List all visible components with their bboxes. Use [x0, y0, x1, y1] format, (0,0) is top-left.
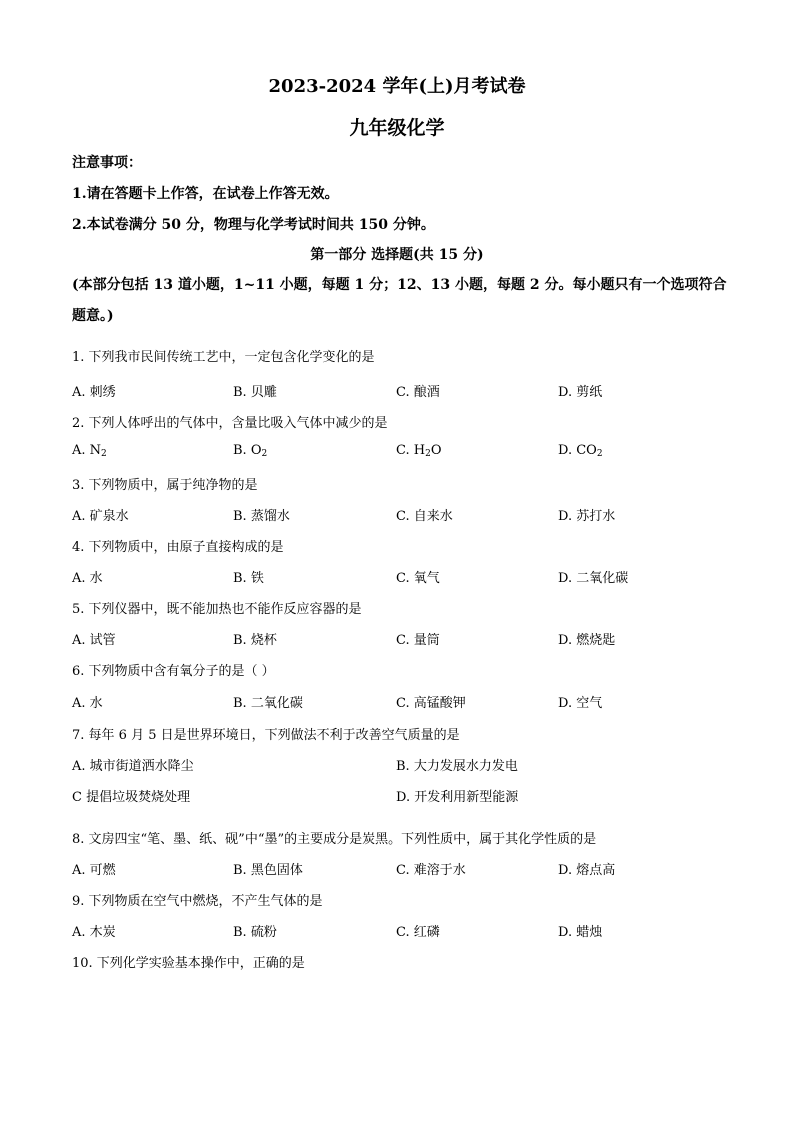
- question-option: B. 大力发展水力发电: [396, 759, 518, 774]
- question-stem: 6. 下列物质中含有氧分子的是（ ）: [72, 664, 275, 679]
- question-option: B. $O_2$: [233, 443, 268, 459]
- question-option: D. 燃烧匙: [558, 633, 616, 648]
- question-option: C. 高锰酸钾: [396, 696, 466, 711]
- question-option: A. 矿泉水: [72, 509, 129, 524]
- exam-title: 2023-2024 学年(上)月考试卷: [268, 76, 526, 97]
- question-stem: 1. 下列我市民间传统工艺中，一定包含化学变化的是: [72, 350, 375, 365]
- question-option: B. 贝雕: [233, 385, 277, 400]
- question-option: A. 城市街道洒水降尘: [72, 759, 194, 774]
- question-option: D. 剪纸: [558, 385, 603, 400]
- note-item-2: 2.本试卷满分 50 分，物理与化学考试时间共 150 分钟。: [72, 217, 435, 233]
- question-stem: 8. 文房四宝“笔、墨、纸、砚”中“墨”的主要成分是炭黑。下列性质中，属于其化学性质的是: [72, 832, 597, 847]
- question-stem: 9. 下列物质在空气中燃烧，不产生气体的是: [72, 894, 323, 909]
- question-option: B. 烧杯: [233, 633, 277, 648]
- question-option: C. 量筒: [396, 633, 440, 648]
- question-option: B. 铁: [233, 571, 264, 586]
- question-stem: 2. 下列人体呼出的气体中，含量比吸入气体中减少的是: [72, 416, 388, 431]
- question-option: C. $H_2O$: [396, 443, 442, 459]
- question-stem: 3. 下列物质中，属于纯净物的是: [72, 478, 258, 493]
- question-option: B. 黑色固体: [233, 863, 303, 878]
- question-option: D. 开发利用新型能源: [396, 790, 519, 805]
- question-option: A. 水: [72, 696, 103, 711]
- question-option: D. 蜡烛: [558, 925, 603, 940]
- question-option: B. 蒸馏水: [233, 509, 290, 524]
- question-option: B. 硫粉: [233, 925, 277, 940]
- question-stem: 5. 下列仪器中，既不能加热也不能作反应容器的是: [72, 602, 362, 617]
- exam-subtitle: 九年级化学: [349, 117, 445, 139]
- question-option: A. $N_2$: [72, 443, 107, 459]
- question-option: D. 苏打水: [558, 509, 616, 524]
- question-option: C. 红磷: [396, 925, 440, 940]
- question-option: D. $CO_2$: [558, 443, 603, 459]
- question-option: C 提倡垃圾焚烧处理: [72, 790, 191, 805]
- question-option: C. 氧气: [396, 571, 440, 586]
- question-option: A. 可燃: [72, 863, 116, 878]
- question-stem: 7. 每年 6 月 5 日是世界环境日，下列做法不利于改善空气质量的是: [72, 728, 460, 743]
- section-title: 第一部分 选择题(共 15 分): [310, 247, 484, 263]
- notes-heading: 注意事项：: [72, 155, 142, 171]
- question-option: A. 水: [72, 571, 103, 586]
- question-option: A. 试管: [72, 633, 116, 648]
- question-option: D. 二氧化碳: [558, 571, 629, 586]
- question-option: A. 木炭: [72, 925, 116, 940]
- question-option: D. 空气: [558, 696, 603, 711]
- note-item-1: 1.请在答题卡上作答，在试卷上作答无效。: [72, 186, 339, 202]
- question-option: C. 难溶于水: [396, 863, 466, 878]
- question-option: A. 刺绣: [72, 385, 116, 400]
- question-option: C. 自来水: [396, 509, 453, 524]
- question-option: D. 熔点高: [558, 863, 616, 878]
- question-option: B. 二氧化碳: [233, 696, 303, 711]
- section-intro: (本部分包括 13 道小题，1~11 小题，每题 1 分；12、13 小题，每题 2 分。每小题只有一个选项符合题意。): [72, 277, 727, 324]
- question-stem: 4. 下列物质中，由原子直接构成的是: [72, 540, 284, 555]
- question-stem: 10. 下列化学实验基本操作中，正确的是: [72, 956, 305, 971]
- question-option: C. 酿酒: [396, 385, 440, 400]
